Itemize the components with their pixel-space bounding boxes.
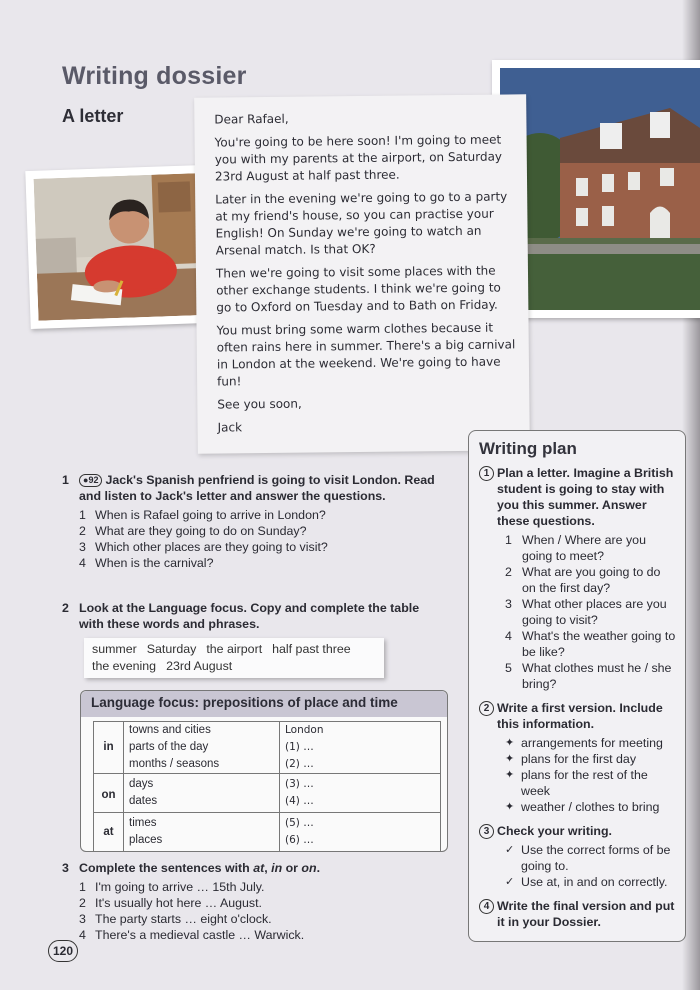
example-cell: (5) … xyxy=(280,813,441,833)
letter-paragraph: Then we're going to visit some places with the other exchange students. I think we're going to go to Oxford on Tuesday and to Bath on Friday. xyxy=(215,263,501,315)
step-number-circle: 1 xyxy=(479,466,494,481)
usage-cell: days xyxy=(124,774,280,794)
bullet-icon: ✦ xyxy=(505,801,515,813)
language-focus-title: Language focus: prepositions of place and time xyxy=(81,691,447,717)
question-list xyxy=(79,507,442,571)
usage-cell: months / seasons xyxy=(124,756,280,774)
preposition-cell: at xyxy=(94,813,124,852)
sentence-list xyxy=(79,879,442,943)
letter-card xyxy=(194,94,530,453)
exercise-1 xyxy=(62,472,442,571)
word-bank xyxy=(84,638,384,678)
list-item: 4 There's a medieval castle … Warwick. xyxy=(79,928,305,942)
page-number: 120 xyxy=(48,940,78,962)
table-row xyxy=(94,722,441,740)
writing-plan-box xyxy=(468,430,686,942)
list-item: ✓ Use the correct forms of be going to. xyxy=(505,843,671,873)
bullet-icon: ✦ xyxy=(505,753,515,765)
letter-greeting: Dear Rafael, xyxy=(214,111,289,127)
step-number-circle: 2 xyxy=(479,701,494,716)
list-item: 3 What other places are you going to visit? xyxy=(505,597,667,627)
prepositions-table xyxy=(93,721,441,852)
list-item: 2 What are they going to do on Sunday? xyxy=(79,524,307,538)
exercise-number: 3 xyxy=(62,861,69,875)
list-item: 3 The party starts … eight o'clock. xyxy=(79,912,272,926)
plan-bullet-list xyxy=(505,735,677,815)
check-icon: ✓ xyxy=(505,876,515,888)
list-item: 2 What are you going to do on the first day? xyxy=(505,565,661,595)
step-number-circle: 3 xyxy=(479,824,494,839)
audio-track-icon: ●92 xyxy=(79,474,102,487)
table-row xyxy=(94,739,441,756)
example-cell: (6) … xyxy=(280,832,441,852)
bullet-icon: ✦ xyxy=(505,737,515,749)
letter-signature: Jack xyxy=(217,420,243,435)
letter-paragraph: You must bring some warm clothes because it often rains here in summer. There's a big carnival in London at the weekend. We're going to have fun! xyxy=(216,320,516,389)
list-item: ✦ arrangements for meeting xyxy=(505,736,663,750)
example-cell: (4) … xyxy=(280,793,441,813)
example-cell: (3) … xyxy=(280,774,441,794)
usage-cell: towns and cities xyxy=(124,722,280,740)
plan-step-3: 3 Check your writing. xyxy=(479,823,677,839)
list-item: 4 When is the carnival? xyxy=(79,556,214,570)
exercise-number: 2 xyxy=(62,601,69,615)
letter-closing: See you soon, xyxy=(217,396,302,412)
word-item: the evening xyxy=(92,659,157,673)
plan-step-1: 1 Plan a letter. Imagine a British student is going to stay with you this summer. Answer these questions. xyxy=(479,465,677,529)
usage-cell: parts of the day xyxy=(124,739,280,756)
exercise-2 xyxy=(62,600,432,632)
usage-cell: places xyxy=(124,832,280,852)
table-row xyxy=(94,793,441,813)
list-item: 1 When is Rafael going to arrive in London? xyxy=(79,508,326,522)
list-item: 1 I'm going to arrive … 15th July. xyxy=(79,880,265,894)
plan-step-4: 4 Write the final version and put it in your Dossier. xyxy=(479,898,677,930)
list-item: 5 What clothes must he / she bring? xyxy=(505,661,672,691)
language-focus-box xyxy=(80,690,448,852)
plan-question-list xyxy=(505,532,677,692)
table-row xyxy=(94,774,441,794)
example-cell: (2) … xyxy=(280,756,441,774)
list-item: ✦ plans for the rest of the week xyxy=(505,768,648,798)
preposition-cell: on xyxy=(94,774,124,813)
exercise-instruction: Complete the sentences with at, in or on. xyxy=(79,861,321,875)
word-item: half past three xyxy=(272,642,351,656)
exercise-instruction: Look at the Language focus. Copy and complete the table with these words and phrases. xyxy=(79,601,420,631)
bullet-icon: ✦ xyxy=(505,769,515,781)
plan-step-2: 2 Write a first version. Include this information. xyxy=(479,700,677,732)
word-item: summer xyxy=(92,642,137,656)
writing-plan-title: Writing plan xyxy=(479,439,577,458)
preposition-cell: in xyxy=(94,722,124,774)
word-item: the airport xyxy=(206,642,263,656)
table-row xyxy=(94,813,441,833)
exercise-instruction: ●92 Jack's Spanish penfriend is going to visit London. Read and listen to Jack's letter and answer the questions. xyxy=(79,473,435,503)
list-item: 4 What's the weather going to be like? xyxy=(505,629,676,659)
exercise-3 xyxy=(62,860,442,943)
word-item: 23rd August xyxy=(166,659,233,673)
list-item: 3 Which other places are they going to visit? xyxy=(79,540,328,554)
list-item: 2 It's usually hot here … August. xyxy=(79,896,262,910)
table-row xyxy=(94,756,441,774)
list-item: 1 When / Where are you going to meet? xyxy=(505,533,646,563)
example-cell: (1) … xyxy=(280,739,441,756)
exercise-number: 1 xyxy=(62,473,69,487)
plan-check-list xyxy=(505,842,677,890)
usage-cell: times xyxy=(124,813,280,833)
letter-paragraph: Later in the evening we're going to go to a party at my friend's house, so you can practise your English! On Sunday we're going to watch an Arsenal match. Is that OK? xyxy=(215,189,508,258)
table-row xyxy=(94,832,441,852)
example-cell: London xyxy=(280,722,441,740)
step-number-circle: 4 xyxy=(479,899,494,914)
letter-paragraph: You're going to be here soon! I'm going to meet you with my parents at the airport, on Saturday 23rd August at half past three. xyxy=(214,132,503,184)
list-item: ✦ weather / clothes to bring xyxy=(505,800,660,814)
page-title: Writing dossier xyxy=(62,62,247,90)
section-subtitle: A letter xyxy=(62,106,124,126)
word-item: Saturday xyxy=(146,642,197,656)
check-icon: ✓ xyxy=(505,844,515,856)
list-item: ✓ Use at, in and on correctly. xyxy=(505,875,668,889)
boy-writing-photo xyxy=(25,165,208,329)
list-item: ✦ plans for the first day xyxy=(505,752,637,766)
usage-cell: dates xyxy=(124,793,280,813)
